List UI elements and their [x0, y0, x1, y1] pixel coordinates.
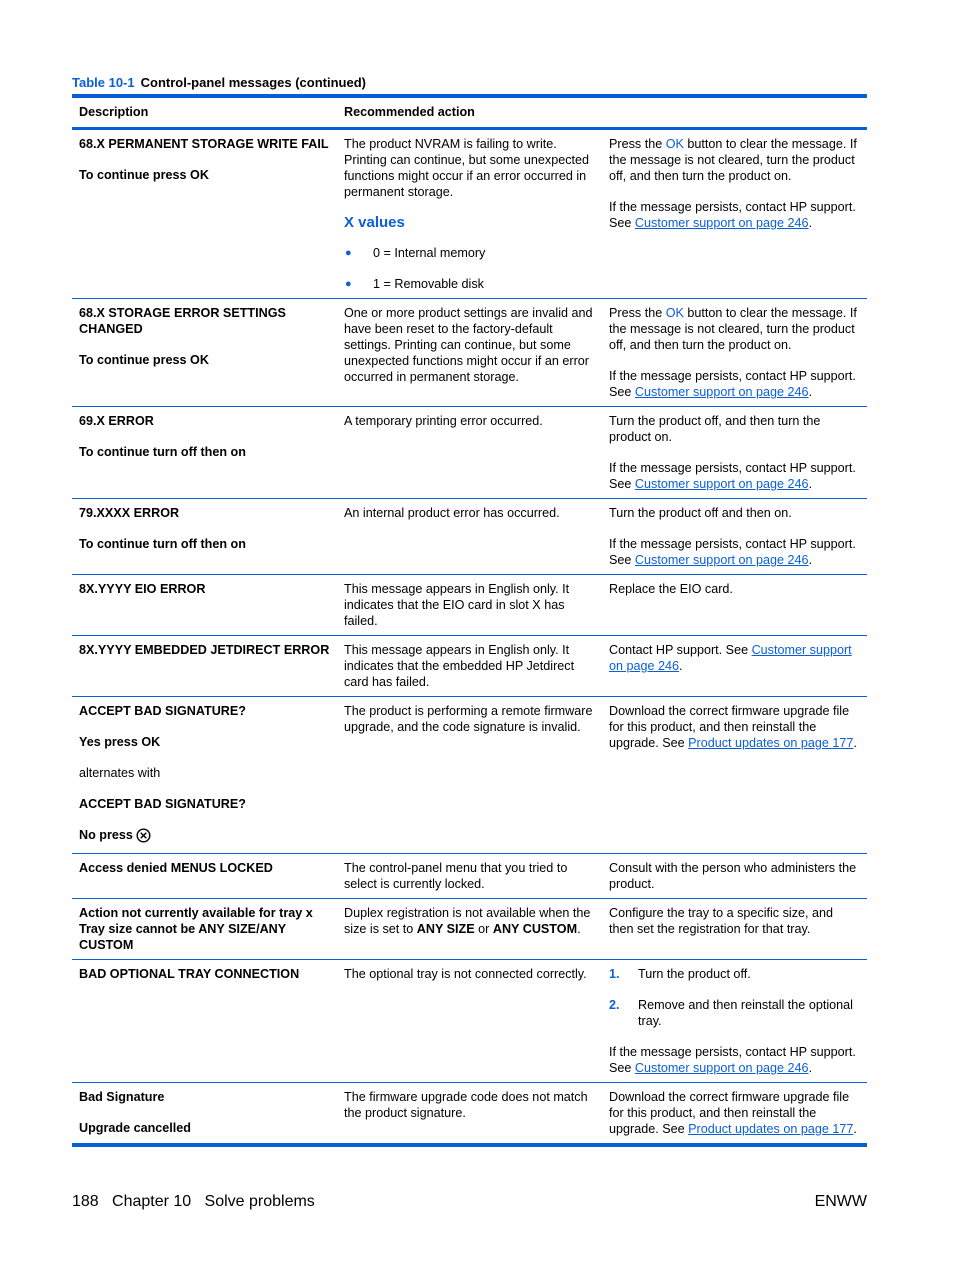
- message-text: 79.XXXX ERROR: [79, 506, 180, 520]
- description-cell: [72, 636, 337, 697]
- footer-page-chapter: 188 Chapter 10 Solve problems: [72, 1193, 315, 1210]
- action-cell: [602, 499, 867, 575]
- cause-text: [344, 905, 596, 937]
- table-number: Table 10-1: [72, 75, 135, 90]
- cause-cell: [337, 499, 602, 575]
- table-title: Control-panel messages (continued): [140, 75, 366, 90]
- cause-text: The product is performing a remote firmware upgrade, and the code signature is invalid.: [344, 704, 593, 734]
- description-cell: [72, 299, 337, 407]
- table-row: [72, 299, 867, 407]
- message-instruction: To continue turn off then on: [79, 537, 246, 551]
- table-row: [72, 499, 867, 575]
- any-custom-keyword: ANY CUSTOM: [492, 922, 578, 936]
- table-row: [72, 960, 867, 1083]
- description-cell: [72, 575, 337, 636]
- steps-list: [609, 966, 861, 1029]
- action-text: [609, 460, 861, 492]
- step-text: Remove and then reinstall the optional tray.: [638, 998, 853, 1028]
- table-row: [72, 407, 867, 499]
- action-text: [609, 1089, 861, 1137]
- table-row: [72, 575, 867, 636]
- action-cell: [602, 854, 867, 899]
- cause-cell: [337, 407, 602, 499]
- cause-cell: [337, 575, 602, 636]
- message-instruction: Upgrade cancelled: [79, 1121, 191, 1135]
- action-cell: [602, 407, 867, 499]
- action-cell: [602, 299, 867, 407]
- message-text: Bad Signature: [79, 1090, 165, 1104]
- message-text: 68.X PERMANENT STORAGE WRITE FAIL: [79, 137, 329, 151]
- ok-keyword: OK: [665, 137, 684, 151]
- cause-text-part: Duplex registration is not available when the size is set to: [344, 906, 591, 936]
- cause-cell: [337, 697, 602, 854]
- x-values-heading: X values: [344, 214, 405, 231]
- bullet-dot-icon: ●: [345, 278, 352, 290]
- cause-text: This message appears in English only. It indicates that the embedded HP Jetdirect card has failed.: [344, 643, 575, 689]
- message-text: 8X.YYYY EIO ERROR: [79, 582, 206, 596]
- customer-support-link[interactable]: Customer support on page 246: [634, 477, 809, 491]
- cause-text-part: or: [474, 922, 493, 936]
- action-text-part: button to clear the message. If the message is not cleared, turn the product off, and then turn the product on.: [609, 306, 857, 352]
- cause-cell: [337, 960, 602, 1083]
- step-number: 1.: [609, 967, 620, 981]
- description-cell: [72, 899, 337, 960]
- description-cell: [72, 854, 337, 899]
- customer-support-link[interactable]: Customer support on page 246: [634, 553, 809, 567]
- action-cell: [602, 960, 867, 1083]
- cause-text: An internal product error has occurred.: [344, 506, 560, 520]
- customer-support-link[interactable]: Customer support on page 246: [634, 1061, 809, 1075]
- action-text: [609, 199, 861, 231]
- description-cell: [72, 499, 337, 575]
- period: .: [808, 553, 813, 567]
- period: .: [808, 216, 813, 230]
- message-instruction: [79, 827, 331, 847]
- action-text: Turn the product off, and then turn the product on.: [609, 414, 821, 444]
- cause-text: The firmware upgrade code does not match the product signature.: [344, 1090, 588, 1120]
- action-text: Replace the EIO card.: [609, 582, 733, 596]
- message-instruction-text: No press: [79, 828, 133, 842]
- table-row: [72, 899, 867, 960]
- ok-keyword: OK: [665, 306, 684, 320]
- customer-support-link[interactable]: Customer support on page 246: [634, 385, 809, 399]
- action-text: [609, 368, 861, 400]
- cause-text: The product NVRAM is failing to write. Printing can continue, but some unexpected functions might occur if an error occurred in permanent storage.: [344, 137, 590, 199]
- list-item: [344, 276, 596, 292]
- message-text: Access denied MENUS LOCKED: [79, 861, 273, 875]
- period: .: [853, 736, 857, 750]
- action-text-part: If the message persists, contact HP support. See: [609, 461, 856, 491]
- footer-doc-code: ENWW: [814, 1193, 867, 1210]
- action-cell: [602, 1083, 867, 1146]
- message-text: BAD OPTIONAL TRAY CONNECTION: [79, 967, 300, 981]
- table-row: [72, 636, 867, 697]
- list-item-text: 0 = Internal memory: [373, 246, 486, 260]
- description-cell: [72, 407, 337, 499]
- cause-cell: [337, 299, 602, 407]
- message-instruction: Yes press OK: [79, 735, 161, 749]
- action-text-part: If the message persists, contact HP support. See: [609, 1045, 856, 1075]
- cancel-x-circle-icon: [136, 828, 151, 847]
- message-text: ACCEPT BAD SIGNATURE?: [79, 704, 246, 718]
- table-row: [72, 129, 867, 299]
- action-cell: [602, 129, 867, 299]
- customer-support-link[interactable]: Customer support on page 246: [609, 643, 852, 673]
- action-text-part: If the message persists, contact HP support. See: [609, 200, 856, 230]
- message-text: 8X.YYYY EMBEDDED JETDIRECT ERROR: [79, 643, 330, 657]
- bullet-dot-icon: ●: [345, 247, 352, 259]
- description-cell: [72, 697, 337, 854]
- action-text: [609, 703, 861, 751]
- action-cell: [602, 899, 867, 960]
- period: .: [679, 659, 683, 673]
- message-instruction: To continue press OK: [79, 353, 209, 367]
- product-updates-link[interactable]: Product updates on page 177: [688, 736, 854, 750]
- period: .: [808, 477, 813, 491]
- action-text: Turn the product off and then on.: [609, 506, 792, 520]
- table-caption: [72, 75, 366, 90]
- period: .: [577, 922, 581, 936]
- customer-support-link[interactable]: Customer support on page 246: [634, 216, 809, 230]
- message-instruction: To continue press OK: [79, 168, 209, 182]
- action-text: [609, 642, 861, 674]
- action-cell: [602, 575, 867, 636]
- cause-cell: [337, 1083, 602, 1146]
- description-cell: [72, 960, 337, 1083]
- list-item: [344, 245, 596, 261]
- header-description: Description: [72, 98, 337, 129]
- cause-text: One or more product settings are invalid and have been reset to the factory-default settings. Printing can continue, but some unexpected functions might occur if an error occurred in permanent storage.: [344, 306, 593, 384]
- action-text-part: Press the: [609, 306, 666, 320]
- cause-cell: [337, 899, 602, 960]
- message-text: 69.X ERROR: [79, 414, 154, 428]
- cause-text: The optional tray is not connected correctly.: [344, 967, 587, 981]
- cause-text: A temporary printing error occurred.: [344, 414, 543, 428]
- cause-cell: [337, 129, 602, 299]
- action-text-part: Download the correct firmware upgrade file for this product, and then reinstall the upgrade. See: [609, 1090, 850, 1136]
- action-text-part: Download the correct firmware upgrade file for this product, and then reinstall the upgrade. See: [609, 704, 850, 750]
- table-row: [72, 1083, 867, 1146]
- any-size-keyword: ANY SIZE: [416, 922, 475, 936]
- period: .: [808, 385, 813, 399]
- step-text: Turn the product off.: [638, 967, 751, 981]
- action-text: Consult with the person who administers the product.: [609, 861, 857, 891]
- action-cell: [602, 636, 867, 697]
- x-values-list: [344, 245, 596, 292]
- description-cell: [72, 1083, 337, 1146]
- product-updates-link[interactable]: Product updates on page 177: [688, 1122, 854, 1136]
- list-item-text: 1 = Removable disk: [373, 277, 484, 291]
- list-item: [609, 966, 861, 982]
- header-recommended-action: Recommended action: [337, 98, 867, 129]
- description-cell: [72, 129, 337, 299]
- table-row: [72, 854, 867, 899]
- action-text-part: If the message persists, contact HP support. See: [609, 537, 856, 567]
- period: .: [853, 1122, 857, 1136]
- action-cell: [602, 697, 867, 854]
- message-text: Action not currently available for tray x Tray size cannot be ANY SIZE/ANY CUSTOM: [79, 906, 313, 952]
- cause-text: This message appears in English only. It indicates that the EIO card in slot X has failed.: [344, 582, 570, 628]
- action-text-part: If the message persists, contact HP support. See: [609, 369, 856, 399]
- action-text: [609, 1044, 861, 1076]
- message-text: ACCEPT BAD SIGNATURE?: [79, 797, 246, 811]
- cause-cell: [337, 854, 602, 899]
- table-header-row: [72, 98, 867, 129]
- action-text: [609, 536, 861, 568]
- period: .: [808, 1061, 813, 1075]
- action-text: Configure the tray to a specific size, and then set the registration for that tray.: [609, 906, 834, 936]
- cause-cell: [337, 636, 602, 697]
- table-row: [72, 697, 867, 854]
- cause-text: The control-panel menu that you tried to select is currently locked.: [344, 861, 568, 891]
- action-text-part: Contact HP support. See: [609, 643, 752, 657]
- control-panel-messages-table: [72, 98, 867, 1147]
- page-footer: [72, 1193, 867, 1211]
- action-text: [609, 305, 861, 353]
- action-text-part: Press the: [609, 137, 666, 151]
- action-text-part: button to clear the message. If the message is not cleared, turn the product off, and then turn the product on.: [609, 137, 857, 183]
- action-text: [609, 136, 861, 184]
- message-text: 68.X STORAGE ERROR SETTINGS CHANGED: [79, 306, 286, 336]
- step-number: 2.: [609, 998, 620, 1012]
- message-instruction: To continue turn off then on: [79, 445, 246, 459]
- list-item: [609, 997, 861, 1029]
- alternates-text: alternates with: [79, 766, 161, 780]
